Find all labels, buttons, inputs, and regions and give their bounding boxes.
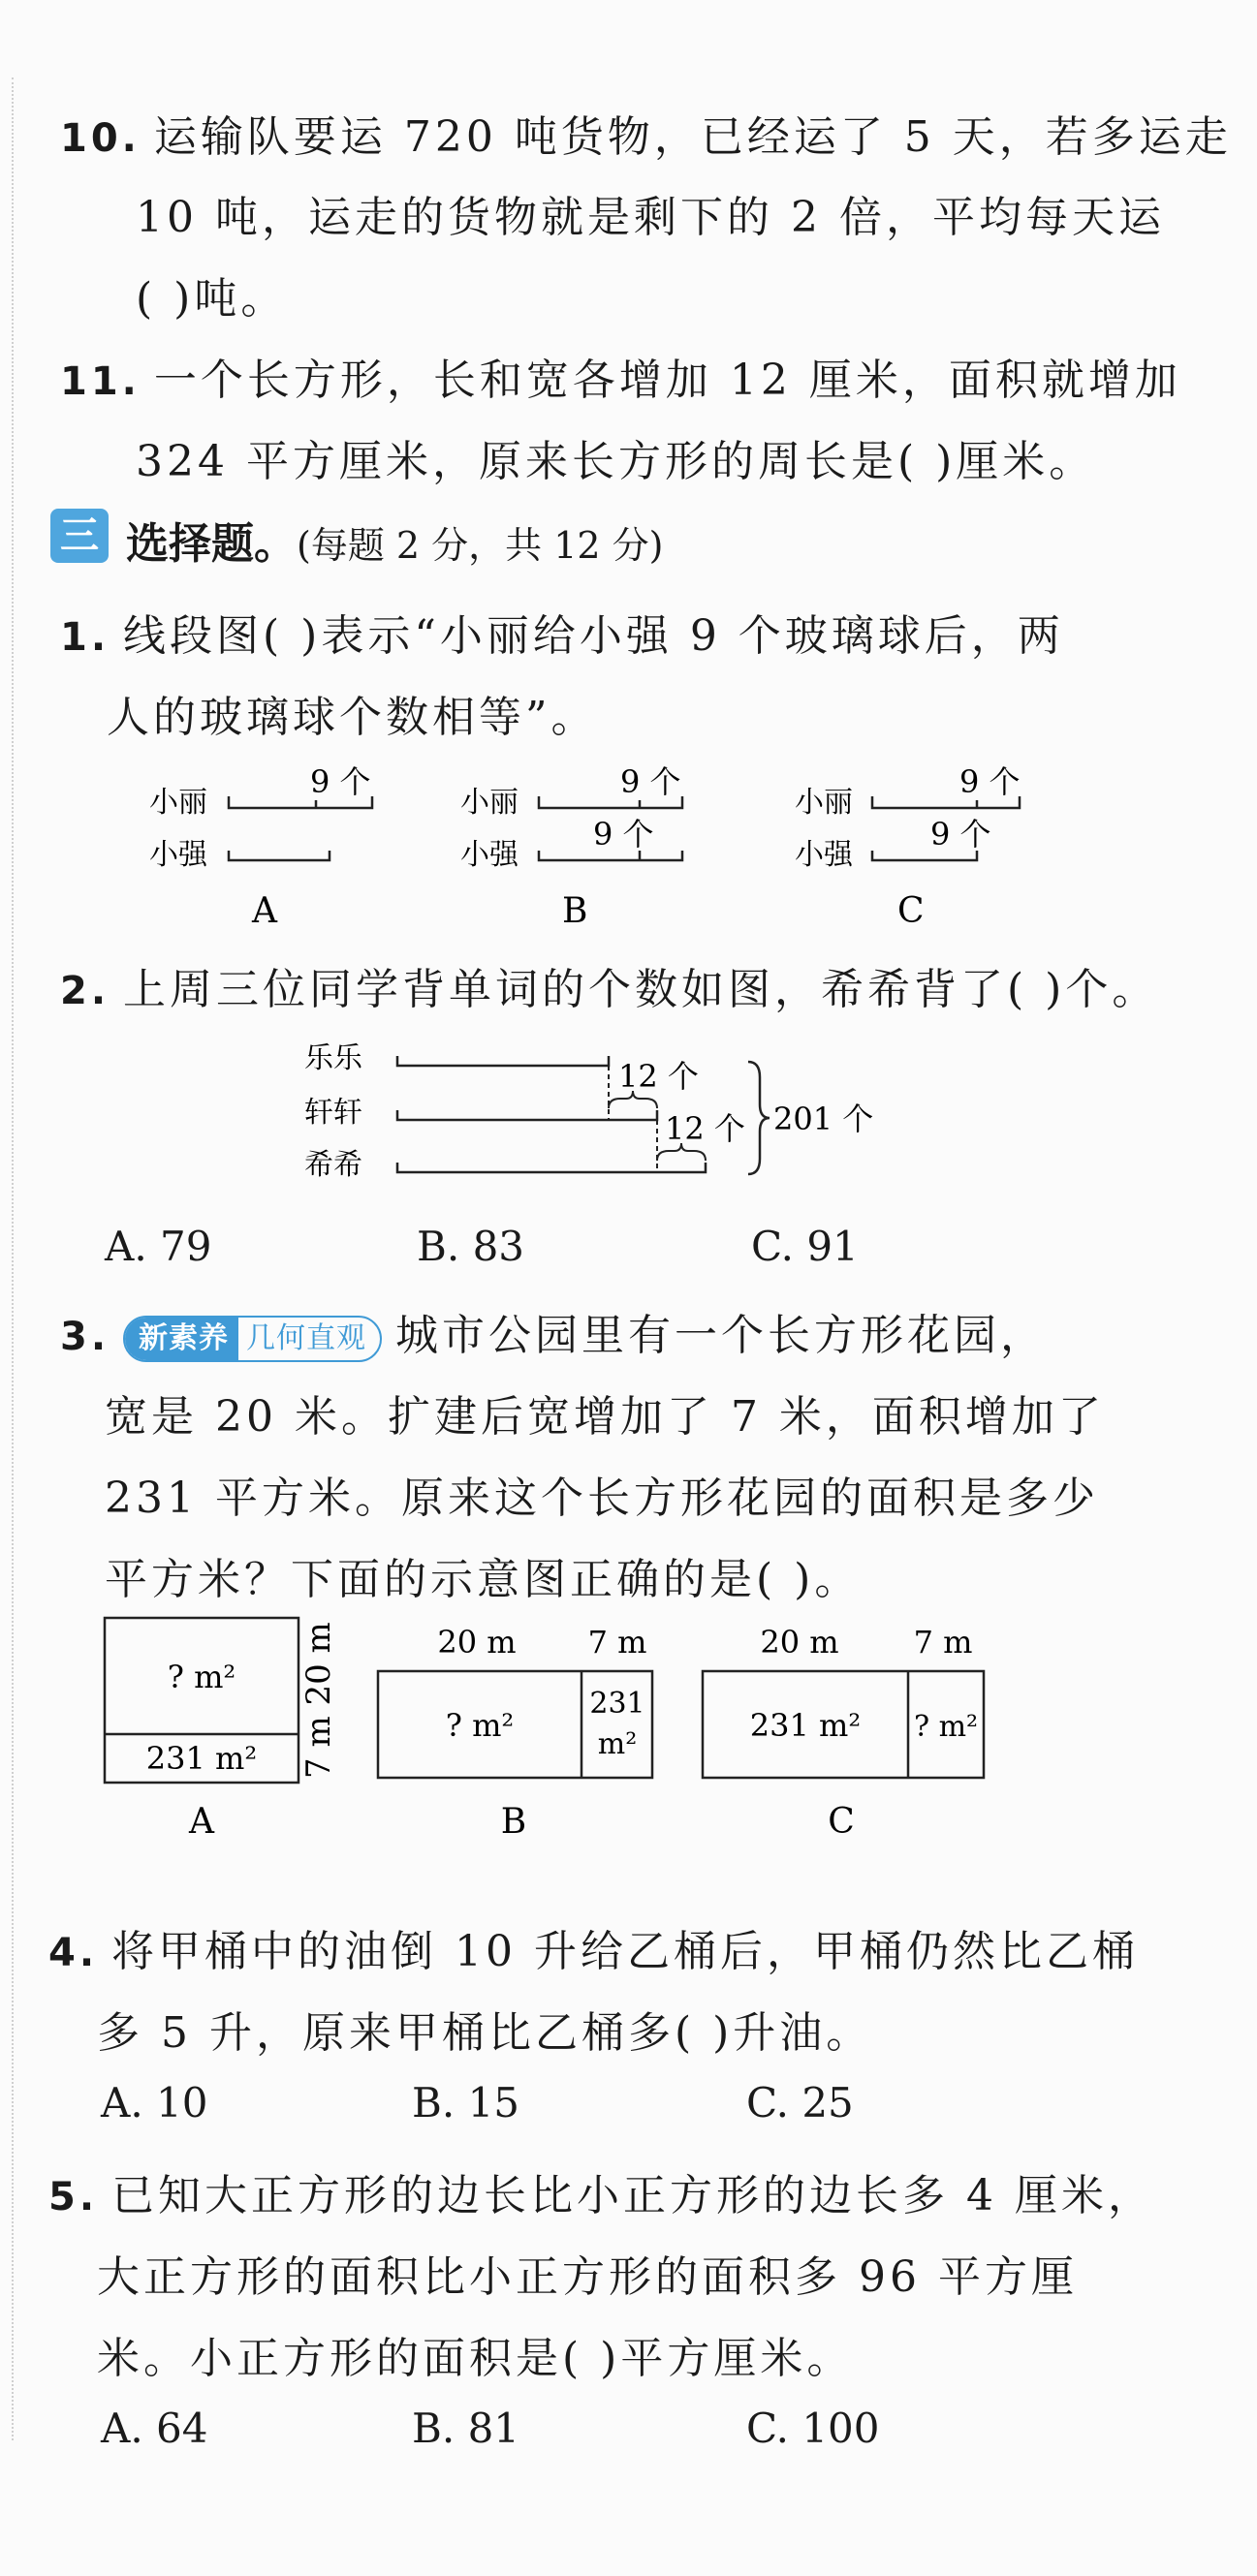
c3-label-a: A [189,1802,214,1842]
c3-label-c: C [828,1802,855,1842]
q10-number: 10. [60,116,141,161]
c1-line-1: 1. 线段图( )表示“小丽给小强 9 个玻璃球后，两 [60,611,1064,661]
c5-option-c[interactable]: C. 100 [746,2405,880,2452]
c3-tag: 新素养 几何直观 [123,1316,382,1362]
c5-number: 5. [48,2175,99,2219]
c2-name-xixi: 希希 [304,1148,362,1182]
c5-option-a[interactable]: A. 64 [101,2405,208,2452]
c4-option-c[interactable]: C. 25 [746,2079,854,2126]
c1c-name2: 小强 [795,838,853,872]
c3b-w20: 20 m [437,1624,517,1660]
c3c-unknown: ? m² [913,1710,979,1744]
c4-line-2: 多 5 升，原来甲桶比乙桶多( )升油。 [97,2008,873,2058]
c2-diff-2: 12 个 [665,1110,745,1147]
c3-line-3: 231 平方米。原来这个长方形花园的面积是多少 [105,1474,1099,1523]
q10-line-1: 10. 运输队要运 720 吨货物，已经运了 5 天，若多运走 [60,112,1232,162]
c2-option-b[interactable]: B. 83 [417,1223,525,1270]
c2-number: 2. [60,969,110,1013]
c4-option-b[interactable]: B. 15 [412,2079,520,2126]
q10-line-2: 10 吨，运走的货物就是剩下的 2 倍，平均每天运 [136,193,1165,242]
c3-line-4: 平方米？下面的示意图正确的是( )。 [105,1555,862,1604]
c3-diagram-b [378,1624,652,1842]
c3b-unknown: ? m² [445,1707,515,1744]
q11-line-2: 324 平方厘米，原来长方形的周长是( )厘米。 [136,437,1096,486]
c3c-w20: 20 m [760,1624,839,1660]
c1b-count-bottom: 9 个 [593,816,654,853]
c3a-unknown: ? m² [167,1659,236,1695]
section-title: 选择题。(每题 2 分，共 12 分) [126,519,664,569]
c5-option-b[interactable]: B. 81 [412,2405,520,2452]
c1-diagram-a [149,763,372,931]
c4-line-1: 4. 将甲桶中的油倒 10 升给乙桶后，甲桶仍然比乙桶 [48,1927,1139,1976]
c2-line-1: 2. 上周三位同学背单词的个数如图，希希背了( )个。 [60,965,1159,1014]
c2-name-lele: 乐乐 [304,1041,362,1075]
c1-number: 1. [60,615,110,660]
c1a-name2: 小强 [149,838,207,872]
section-badge: 三 [50,509,109,563]
c1-line-2: 人的玻璃球个数相等”。 [107,693,598,742]
c1a-count: 9 个 [310,763,371,800]
c3a-side-label: 7 m 20 m [299,1622,338,1779]
margin-dotted-rule [12,78,14,2440]
c1-diagram-c [795,763,1021,931]
c1b-name2: 小强 [460,838,519,872]
c1b-name1: 小丽 [460,786,519,820]
c1c-count-top: 9 个 [959,763,1021,800]
c2-diff-1: 12 个 [618,1058,699,1095]
c3b-w7: 7 m [587,1624,647,1660]
q11-number: 11. [60,359,141,404]
c3b-known-unit: m² [597,1727,638,1761]
c1-label-a: A [252,891,277,931]
c1-diagram-b [460,763,682,931]
c1-segment-diagrams [136,756,1085,940]
c5-line-1: 5. 已知大正方形的边长比小正方形的边长多 4 厘米， [48,2171,1154,2220]
c1-label-c: C [897,891,925,931]
c3c-w7: 7 m [913,1624,973,1660]
c3-number: 3. [60,1315,110,1359]
c1a-name1: 小丽 [149,786,207,820]
c1c-name1: 小丽 [795,786,853,820]
c3-rectangle-diagrams [97,1608,1027,1860]
c3-diagram-a [105,1618,338,1842]
c4-option-a[interactable]: A. 10 [101,2079,208,2126]
c2-option-c[interactable]: C. 91 [751,1223,859,1270]
c5-line-3: 米。小正方形的面积是( )平方厘米。 [97,2334,854,2383]
c3-label-b: B [500,1802,527,1842]
c3b-known-num: 231 [589,1687,645,1721]
q11-line-1: 11. 一个长方形，长和宽各增加 12 厘米，面积就增加 [60,356,1181,405]
c2-segment-diagram [291,1027,911,1211]
c3-line-2: 宽是 20 米。扩建后宽增加了 7 米，面积增加了 [105,1392,1105,1442]
c5-line-2: 大正方形的面积比小正方形的面积多 96 平方厘 [97,2252,1078,2302]
q10-line-3: ( )吨。 [136,274,288,324]
c2-total: 201 个 [773,1101,874,1137]
c3-line-1: 3. 新素养 几何直观 城市公园里有一个长方形花园， [60,1311,1048,1360]
c4-number: 4. [48,1931,99,1975]
c1c-count-bottom: 9 个 [930,816,991,853]
c3c-known: 231 m² [749,1707,862,1744]
c2-option-a[interactable]: A. 79 [105,1223,212,1270]
c1-label-b: B [562,891,588,931]
c3a-known: 231 m² [145,1740,258,1777]
c2-name-xuanxuan: 轩轩 [304,1096,362,1130]
c3-diagram-c [703,1624,984,1842]
c1b-count-top: 9 个 [620,763,681,800]
